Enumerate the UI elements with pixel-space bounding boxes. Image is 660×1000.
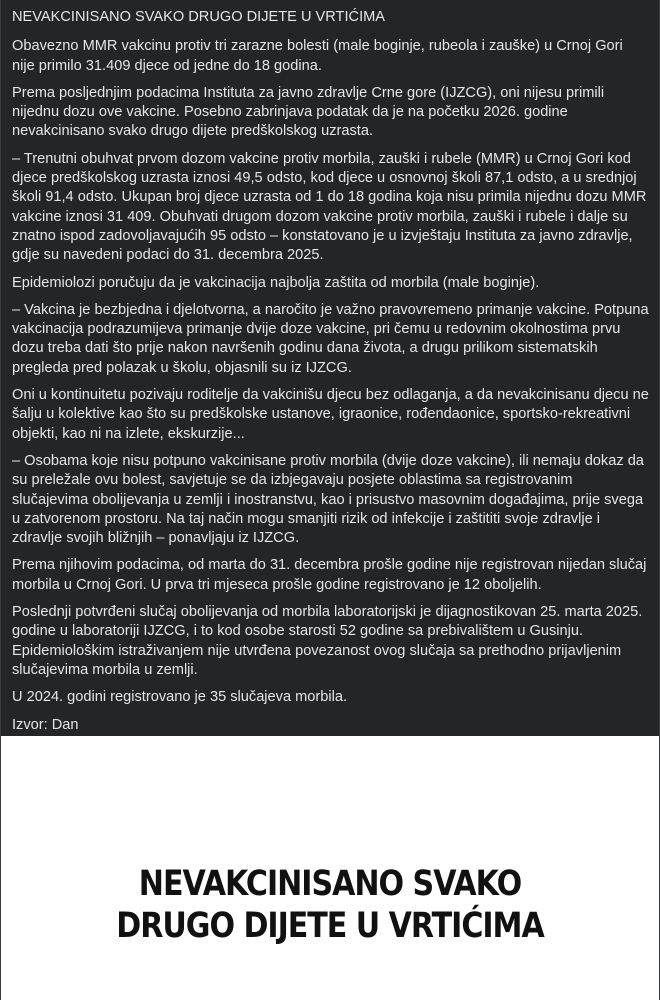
post-paragraph: Prema posljednjim podacima Instituta za javno zdravlje Crne gore (IJZCG), oni nijesu primili nijednu dozu ove vakcine. Posebno zabrinjava podatak da je na početku 2026. godine nevakcinisano svako drugo dijete predškolskog uzrasta. [12,84,605,140]
image-headline-line: DRUGO DIJETE U VRTIĆIMA [116,906,544,946]
post-paragraph: – Vakcina je bezbjedna i djelotvorna, a naročito je važno pravovremeno primanje vakcine. Potpuna vakcinacija podrazumijeva primanje dvije doze vakcine, pri čemu u redovnim okolnostima prvu dozu treba dati što prije nakon navršenih godinu dana života, a drugu prilikom sistematskih pregleda pred polazak u školu, objasnili su iz IJZCG. [12,301,649,376]
post-paragraph: Prema njihovim podacima, od marta do 31. decembra prošle godine nije registrovan nijedan slučaj morbila u Crnoj Gori. U prva tri mjeseca prošle godine registrovano je 12 oboljelih. [12,557,647,593]
post-paragraph: Poslednji potvrđeni slučaj obolijevanja od morbila laboratorijski je dijagnostikovan 25. marta 2025. godine u laboratoriji IJZCG, i to kod osobe starosti 52 godine sa prebivalištem u Gusinju. Epidemiološkim istraživanjem nije utvrđena povezanost ovog slučaja sa prethodno prijavljenim slučajevima morbila u zemlji. [12,604,643,678]
post-paragraph: Epidemiolozi poručuju da je vakcinacija najbolja zaštita od morbila (male boginje). [12,274,540,291]
image-headline [55,863,605,947]
post-paragraph: Oni u kontinuitetu pozivaju roditelje da vakcinišu djecu bez odlaganja, a da nevakcinisanu djecu ne šalju u kolektive kao što su predškolske ustanove, igraonice, rođendaonice, sportsko-rekreativni objekti, kao ni na izlete, ekskurzije... [12,387,649,442]
post-source: Izvor: Dan [12,716,79,733]
post-paragraph: U 2024. godini registrovano je 35 slučajeva morbila. [12,689,348,706]
post-title: NEVAKCINISANO SVAKO DRUGO DIJETE U VRTIĆIMA [12,9,386,25]
post-paragraph: – Trenutni obuhvat prvom dozom vakcine protiv morbila, zauški i rubele (MMR) u Crnoj Gori kod djece predškolskog uzrasta iznosi 49,5 odsto, kod djece u osnovnoj školi 87,1 odsto, a u srednjoj školi 91,4 odsto. Ukupan broj djece uzrasta od 1 do 18 godina koja nisu primila nijednu dozu MMR vakcine iznosi 31 409. Obuhvati drugom dozom vakcine protiv morbila, zauški i rubele i dalje su znatno ispod zadovoljavajućih 95 odsto – konstatovano je u izvještaju Instituta za javno zdravlje, gdje su navedeni podaci do 31. decembra 2025. [12,150,647,264]
post-image[interactable] [0,736,660,1000]
post-paragraph: Obavezno MMR vakcinu protiv tri zarazne bolesti (male boginje, rubeola i zauške) u Crnoj Gori nije primilo 31.409 djece od jedne do 18 godina. [12,38,623,74]
post-paragraph: – Osobama koje nisu potpuno vakcinisane protiv morbila (dvije doze vakcine), ili nemaju dokaz da su preležale ovu bolest, savjetuje se da izbjegavaju posjete oblastima sa registrovanim slučajevima obolijevanja u zemlji i inostranstvu, kao i prisustvo masovnim događajima, prije svega u zatvorenom prostoru. Na taj način mogu smanjiti rizik od infekcije i zaštititi svoje zdravlje i zdravlje svojih bližnjih – ponavljaju iz IJZCG. [12,452,644,547]
image-headline-line: NEVAKCINISANO SVAKO [138,864,522,904]
